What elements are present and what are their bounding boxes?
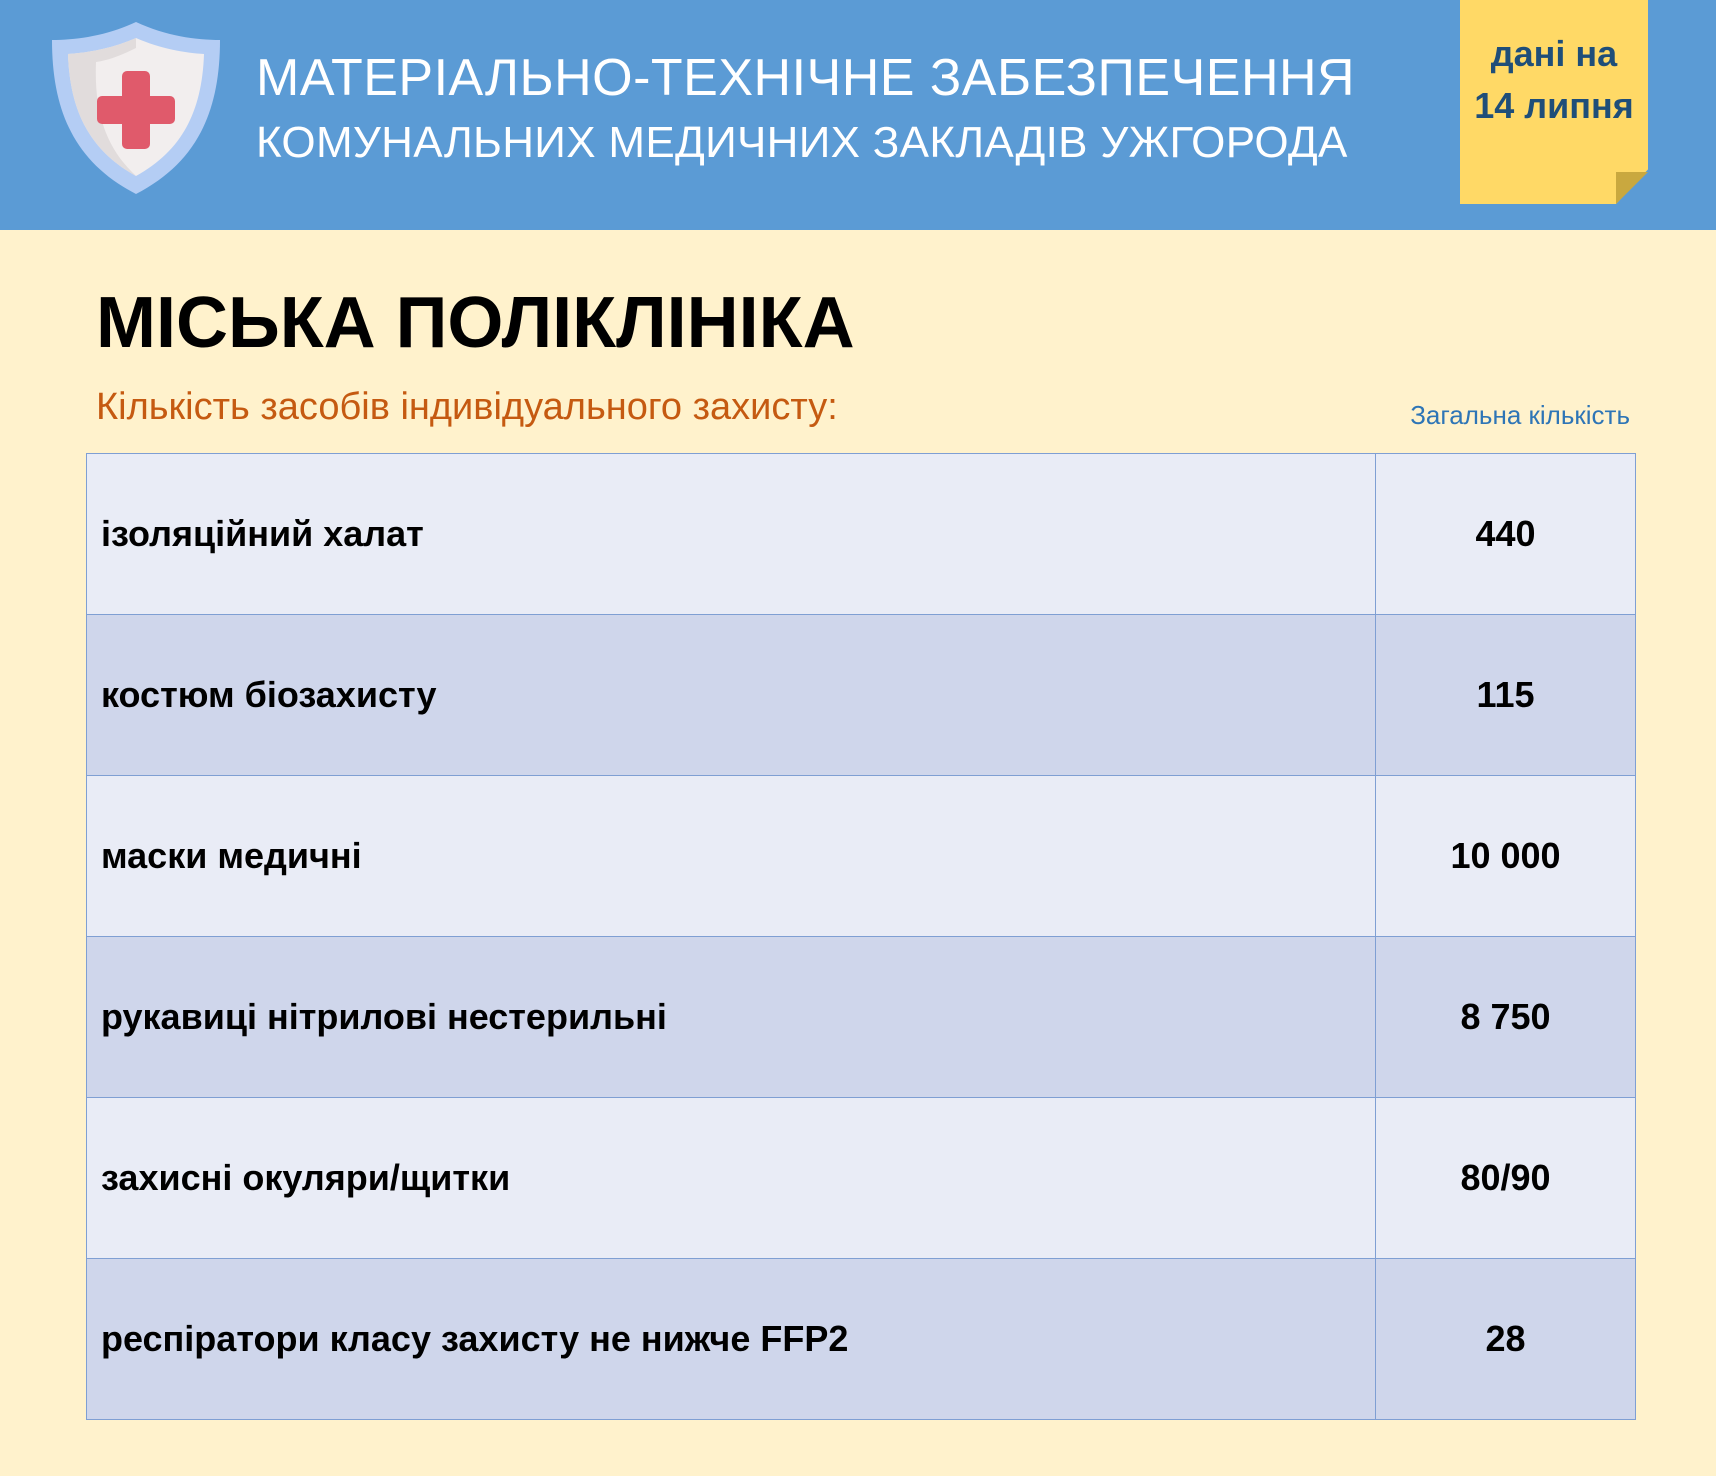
item-quantity: 80/90: [1376, 1098, 1636, 1259]
table-row: [87, 1098, 1636, 1259]
item-name: ізоляційний халат: [87, 454, 1376, 615]
item-name: костюм біозахисту: [87, 615, 1376, 776]
section-subtitle: Кількість засобів індивідуального захисту:: [96, 386, 838, 428]
item-quantity: 440: [1376, 454, 1636, 615]
table-row: [87, 1259, 1636, 1420]
item-quantity: 115: [1376, 615, 1636, 776]
medical-shield-icon: [46, 18, 226, 198]
item-quantity: 8 750: [1376, 937, 1636, 1098]
item-name: рукавиці нітрилові нестерильні: [87, 937, 1376, 1098]
section-title: МІСЬКА ПОЛІКЛІНІКА: [96, 283, 855, 363]
table-row: [87, 937, 1636, 1098]
item-name: респіратори класу захисту не нижче FFP2: [87, 1259, 1376, 1420]
table-row: [87, 776, 1636, 937]
date-note-text: [1460, 28, 1648, 132]
header-banner: [0, 0, 1716, 230]
item-name: захисні окуляри/щитки: [87, 1098, 1376, 1259]
ppe-table: [86, 453, 1636, 1420]
header-subtitle: КОМУНАЛЬНИХ МЕДИЧНИХ ЗАКЛАДІВ УЖГОРОДА: [256, 118, 1348, 167]
table-row: [87, 615, 1636, 776]
date-note-line1: дані на: [1490, 33, 1618, 74]
quantity-column-header: Загальна кількість: [1410, 400, 1630, 430]
item-quantity: 10 000: [1376, 776, 1636, 937]
item-quantity: 28: [1376, 1259, 1636, 1420]
date-note-line2: 14 липня: [1474, 85, 1634, 126]
table-row: [87, 454, 1636, 615]
header-title: МАТЕРІАЛЬНО-ТЕХНІЧНЕ ЗАБЕЗПЕЧЕННЯ: [256, 49, 1356, 107]
item-name: маски медичні: [87, 776, 1376, 937]
